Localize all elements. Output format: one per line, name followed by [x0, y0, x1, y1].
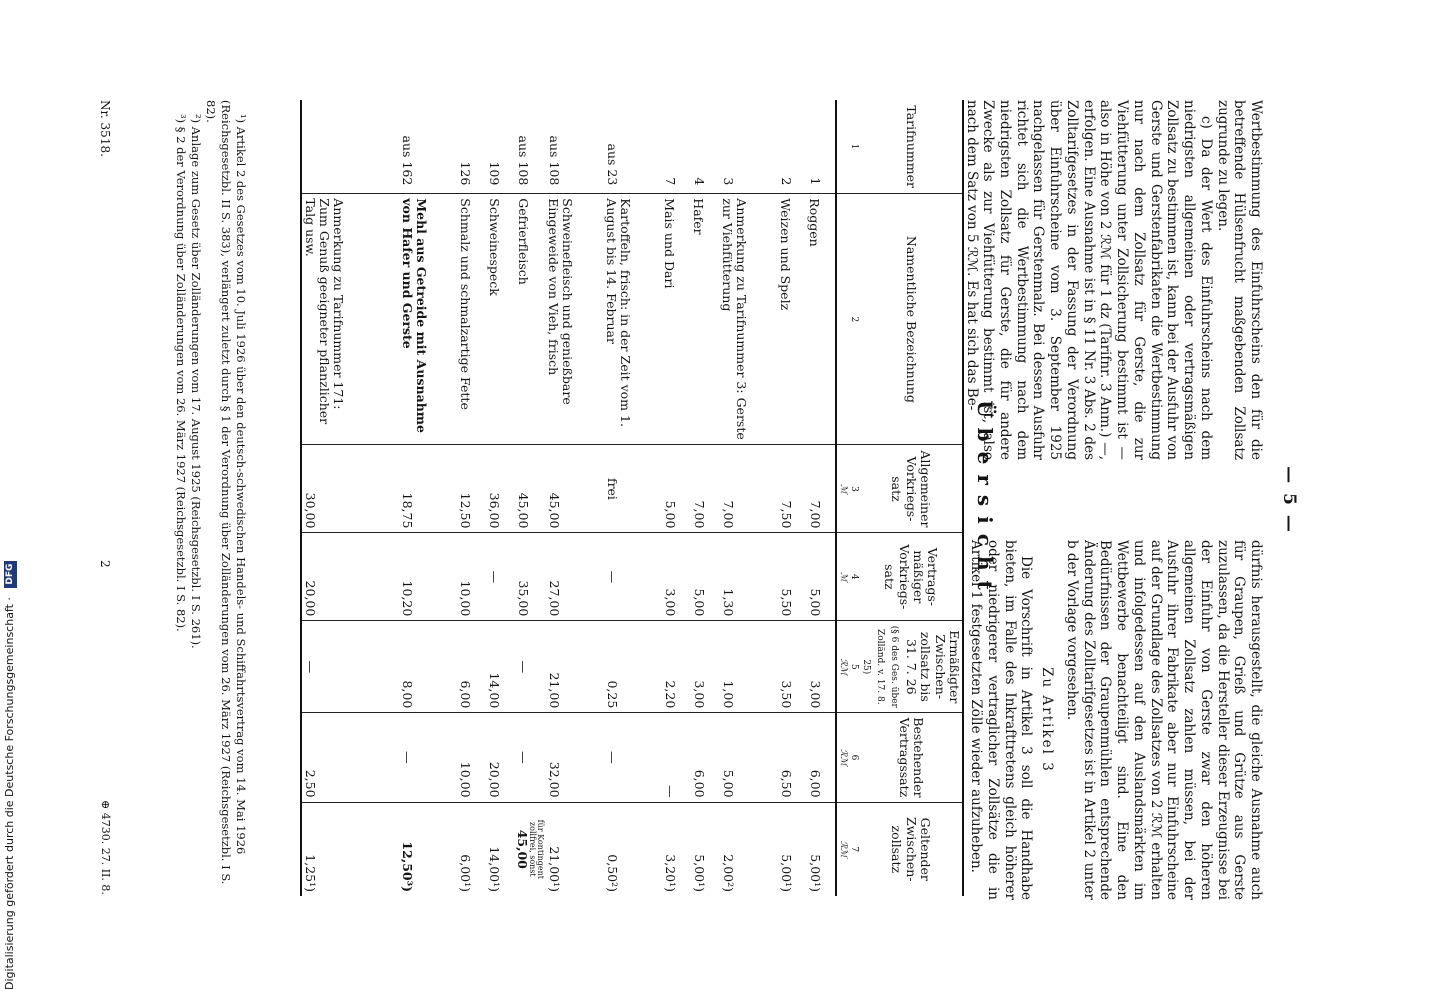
tarif-cell [301, 100, 399, 194]
description-cell: Schweinespeck [486, 194, 515, 445]
tarif-cell: aus 23 [604, 143, 620, 186]
header-geltender-zwischenzollsatz: Geltender Zwischenzollsatz [859, 802, 963, 896]
header-ermaessigter-label: Ermäßigter Zwischenzollsatz bis 31. 7. 26 [903, 630, 962, 704]
geltender-cell: 14,00¹) [486, 802, 515, 896]
digitization-credit [0, 0, 20, 1000]
geltender-cell [515, 802, 546, 896]
right-paragraph-2: Die Vorschrift in Artikel 3 soll die Handhabe bieten, im Falle des Inkrafttretens gleich höherer oder niedrigerer vertraglicher Zollsätze die in Artikel 1 festgesetzten Zölle wieder aufzuheben. [968, 540, 1035, 900]
description-cell: Anmerkung zu Tarifnummer 171: Zum Genuß geeigneter pflanzlicher Talg usw. [301, 194, 399, 445]
tarif-cell: 126 [458, 161, 474, 186]
tarif-cell: aus 108 [516, 135, 532, 186]
vertragsmaessiger-cell: 5,00 [806, 533, 836, 621]
vertragsmaessiger-cell: 1,30 [719, 533, 777, 621]
description-cell: Weizen und Spelz [777, 194, 806, 445]
left-text-column [963, 100, 1264, 460]
right-paragraph-1: dürfnis herausgestellt, die gleiche Ausnahme auch für Graupen, Grieß und Grütze aus Gerste zuzulassen, da die Hersteller dieser Erzeugnisse bei der Einfuhr von Gerste zwar den höheren allgemeinen Zollsatz zahlen müssen, bei der Ausfuhr ihrer Fabrikate aber nur Einfuhrscheine auf der Grundlage des Zollsatzes von 2 ℛℳ erhalten und infolgedessen auf den Auslandsmärkten im Wettbewerbe benachteiligt sind. Eine den Bedürfnissen der Graupenmühlen entsprechende Änderung des Zolltarifgesetzes ist in Artikel 2 unter b der Vorlage vorgesehen. [1063, 540, 1264, 900]
bestehender-cell: 6,00 [690, 713, 719, 802]
column-number: 6 [848, 713, 859, 802]
footnote-1: ¹) Artikel 2 des Gesetzes vom 10. Juli 1926 über den deutsch-schwedischen Handels- und Schiffahrtsvertrag vom 14. Mai 1926 (Reichsgesetzbl. II S. 383), verlängert zuletzt durch § 1 der Verordnung über Zolländerungen vom 26. März 1927 (Reichsgesetzbl. I S. 82). [204, 100, 248, 885]
vertragsmaessiger-cell: 5,50 [777, 533, 806, 621]
bestehender-cell: — [661, 713, 690, 802]
description-cell: Schweinefleisch und genießbare Eingeweide von Vieh, frisch [545, 194, 603, 445]
bestehender-cell: — [515, 713, 546, 802]
table-row [515, 100, 546, 896]
document-number: Nr. 3518. [98, 100, 112, 157]
vertragsmaessiger-cell: 10,00 [457, 533, 486, 621]
header-allgemeiner-vorkriegssatz: Allgemeiner Vorkriegssatz [859, 445, 963, 533]
table-row [777, 100, 806, 896]
allgemeiner-cell: frei [603, 445, 661, 533]
tarif-cell: 1 [807, 177, 823, 186]
table-row [486, 100, 515, 896]
column-number: 2 [848, 194, 859, 445]
geltender-cell: 1,25¹) [301, 802, 399, 896]
column-number: 5 [848, 621, 859, 713]
geltender-cell: 0,50²) [603, 802, 661, 896]
vertragsmaessiger-cell: 27,00 [545, 533, 603, 621]
ermaessigter-cell: 6,00 [457, 621, 486, 713]
tariff-table [300, 100, 964, 896]
vertragsmaessiger-cell: — [486, 533, 515, 621]
geltender-cell: 21,00¹) [545, 802, 603, 896]
ermaessigter-cell: 0,25 [603, 621, 661, 713]
geltender-cell: 5,00¹) [777, 802, 806, 896]
bestehender-cell: — [399, 713, 457, 802]
footnotes [173, 100, 248, 896]
ermaessigter-cell: 1,00 [719, 621, 777, 713]
footnote-2: ²) Anlage zum Gesetz über Zolländerungen vom 17. August 1925 (Reichsgesetzbl. I S. 261). [189, 114, 204, 649]
unit-row [836, 100, 848, 896]
tarif-cell: 109 [487, 161, 503, 186]
unit-label [836, 194, 848, 445]
table-row [301, 100, 399, 896]
geltender-cell: 2,00²) [719, 802, 777, 896]
table-row [457, 100, 486, 896]
bestehender-cell: 32,00 [545, 713, 603, 802]
ermaessigter-cell: 2,20 [661, 621, 690, 713]
allgemeiner-cell: 7,50 [777, 445, 806, 533]
description-cell: Gefrierfleisch [515, 194, 546, 445]
tarif-cell: 7 [662, 177, 678, 186]
unit-label: ℳ [836, 445, 848, 533]
description-cell: Mehl aus Getreide mit Ausnahme von Hafer und Gerste [399, 194, 457, 445]
header-tarifnummer: Tarifnummer [859, 100, 963, 194]
unit-label: ℳ [836, 533, 848, 621]
description-cell: Schmalz und schmalzartige Fette [457, 194, 486, 445]
sheet-number: 2 [98, 560, 112, 568]
allgemeiner-cell: 12,50 [457, 445, 486, 533]
table-row [806, 100, 836, 896]
credit-text: Digitalisierung gefördert durch die Deutsche Forschungsgemeinschaft · [3, 597, 16, 990]
bestehender-cell: — [603, 713, 661, 802]
column-number: 1 [849, 143, 860, 150]
table-row [661, 100, 690, 896]
allgemeiner-cell: 7,00 [690, 445, 719, 533]
description-cell: Mais und Dari [661, 194, 690, 445]
geltender-cell: 5,00¹) [690, 802, 719, 896]
left-paragraph-2: c) Da der Wert des Einfuhrscheins nach dem niedrigsten allgemeinen oder vertragsmäßigen Zollsatz zu bestimmen ist, kann bei der Ausfuhr von Gerste und Gerstenfabrikaten die Wertbestimmung nur nach dem Zollsatz für Gerste, die zur Viehfütterung unter Zollsicherung bestimmt ist — also in Höhe von 2 ℛℳ für 1 dz (Tarifnr. 3 Anm.) —, erfolgen. Eine Ausnahme ist in § 11 Nr. 3 Abs. 2 des Zolltarifgesetzes in der Fassung der Verordnung über Einfuhrscheine vom 3. September 1925 nachgelassen für Gerstenmalz. Bei dessen Ausfuhr richtet sich die Wertbestimmung nach dem niedrigsten Zollsatz für Gerste, die für andere Zwecke als zur Viehfütterung bestimmt ist, also nach dem Satz von 5 ℛℳ. Es hat sich das Be- [963, 100, 1214, 460]
right-text-column [968, 540, 1264, 900]
left-paragraph-1: Wertbestimmung des Einfuhrscheins den für die betreffende Hülsenfrucht maßgebenden Zollsatz zugrunde zu legen. [1214, 100, 1264, 460]
tarif-cell: 2 [778, 177, 794, 186]
geltender-cell: 5,00¹) [806, 802, 836, 896]
ermaessigter-cell: 3,00 [690, 621, 719, 713]
vertragsmaessiger-cell: 5,00 [690, 533, 719, 621]
allgemeiner-cell: 30,00 [301, 445, 399, 533]
geltender-value: 45,00 [515, 829, 531, 869]
tarif-cell: 4 [691, 177, 707, 186]
description-cell: Kartoffeln, frisch: in der Zeit vom 1. August bis 14. Februar [603, 194, 661, 445]
bestehender-cell: 6,50 [777, 713, 806, 802]
printer-mark: ⊕ 4730. 27. II. 8. [99, 800, 112, 895]
allgemeiner-cell: 45,00 [515, 445, 546, 533]
ermaessigter-cell: 21,00 [545, 621, 603, 713]
header-bezeichnung: Namentliche Bezeichnung [859, 194, 963, 445]
column-number: 7 [848, 802, 859, 896]
vertragsmaessiger-cell: 3,00 [661, 533, 690, 621]
header-ermaessigter-zwischenzollsatz [859, 621, 963, 713]
table-header-row [859, 100, 963, 896]
bestehender-cell: 10,00 [457, 713, 486, 802]
unit-label: ℛℳ [836, 621, 848, 713]
allgemeiner-cell: 7,00 [719, 445, 777, 533]
ermaessigter-cell: 14,00 [486, 621, 515, 713]
page-number: — 5 — [1279, 466, 1299, 534]
unit-label: ℛℳ [836, 713, 848, 802]
table-row [603, 100, 661, 896]
vertragsmaessiger-cell: 10,20 [399, 533, 457, 621]
vertragsmaessiger-cell: 35,00 [515, 533, 546, 621]
header-vertragsmaessiger-vorkriegssatz: Vertragsmäßiger Vorkriegssatz [859, 533, 963, 621]
bestehender-cell: 2,50 [301, 713, 399, 802]
unit-label [836, 100, 848, 194]
table-row [690, 100, 719, 896]
description-cell: Hafer [690, 194, 719, 445]
description-cell: Anmerkung zu Tarifnummer 3: Gerste zur Viehfütterung [719, 194, 777, 445]
column-number: 3 [848, 445, 859, 533]
allgemeiner-cell: 45,00 [545, 445, 603, 533]
vertragsmaessiger-cell: — [603, 533, 661, 621]
unit-label: ℛℳ [836, 802, 848, 896]
allgemeiner-cell: 7,00 [806, 445, 836, 533]
vertragsmaessiger-cell: 20,00 [301, 533, 399, 621]
kontingent-note: für Kontingent zollfrei, sonst [528, 819, 546, 879]
ermaessigter-cell: 8,00 [399, 621, 457, 713]
dfg-logo-icon: DFG [4, 561, 17, 588]
table-row [545, 100, 603, 896]
footnote-3: ³) § 2 der Verordnung über Zolländerungen vom 26. März 1927 (Reichsgesetzbl. I S. 82). [174, 114, 189, 632]
description-cell: Roggen [806, 194, 836, 445]
table-title: Übersicht [973, 400, 997, 600]
tarif-cell: aus 162 [400, 135, 416, 186]
column-number-row [848, 100, 859, 896]
ermaessigter-cell: — [515, 621, 546, 713]
article-heading: Zu Artikel 3 [1039, 667, 1056, 773]
header-ermaessigter-note: (§ 6 des Ges. über Zolländ. v. 17. 8. 25) [860, 625, 900, 708]
column-number: 4 [848, 533, 859, 621]
table-row [399, 100, 457, 896]
geltender-cell: 3,20¹) [661, 802, 690, 896]
ermaessigter-cell: 3,00 [806, 621, 836, 713]
allgemeiner-cell: 5,00 [661, 445, 690, 533]
tarif-cell: aus 108 [546, 135, 562, 186]
ermaessigter-cell: 3,50 [777, 621, 806, 713]
bestehender-cell: 5,00 [719, 713, 777, 802]
table-row [719, 100, 777, 896]
geltender-cell: 12,50³) [399, 802, 457, 896]
credit-line [0, 0, 20, 1000]
allgemeiner-cell: 18,75 [399, 445, 457, 533]
bestehender-cell: 20,00 [486, 713, 515, 802]
ermaessigter-cell: — [301, 621, 399, 713]
geltender-cell: 6,00¹) [457, 802, 486, 896]
tarif-cell: 3 [720, 177, 736, 186]
header-bestehender-vertragssatz: Bestehender Vertragssatz [859, 713, 963, 802]
allgemeiner-cell: 36,00 [486, 445, 515, 533]
bestehender-cell: 6,00 [806, 713, 836, 802]
